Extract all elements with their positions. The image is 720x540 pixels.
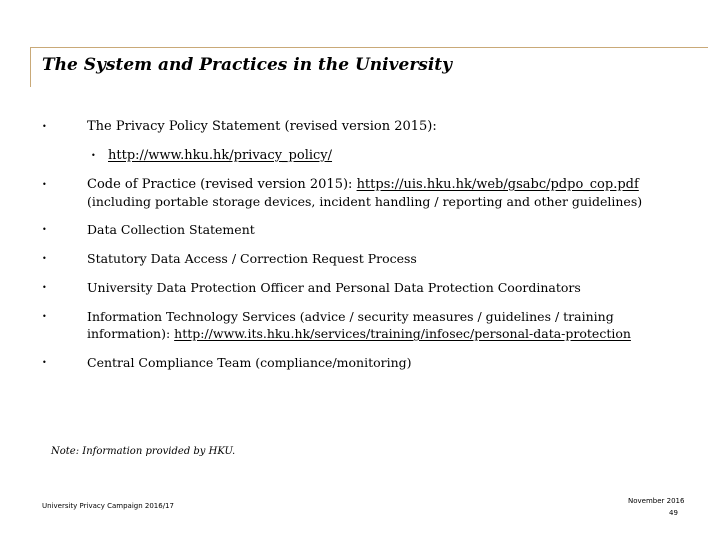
bullet-marker: • bbox=[42, 225, 47, 234]
list-item-data-collection bbox=[87, 221, 255, 238]
privacy-policy-link[interactable]: http://www.hku.hk/privacy_policy/ bbox=[108, 148, 333, 163]
footer-campaign: University Privacy Campaign 2016/17 bbox=[42, 502, 174, 510]
list-item-text: Data Collection Statement bbox=[87, 222, 255, 237]
slide-title: The System and Practices in the University bbox=[42, 55, 453, 75]
title-rule-horizontal bbox=[30, 47, 708, 48]
page-number: 49 bbox=[669, 509, 678, 517]
list-item-compliance-team bbox=[87, 354, 412, 371]
list-item-privacy-policy-link bbox=[108, 147, 332, 164]
list-item-code-of-practice bbox=[87, 176, 639, 193]
bullet-marker: • bbox=[42, 180, 47, 189]
list-item-privacy-policy bbox=[87, 118, 437, 135]
list-item-text: Central Compliance Team (compliance/monitoring) bbox=[87, 355, 412, 370]
list-item-text: information): bbox=[87, 326, 175, 341]
bullet-marker: • bbox=[42, 122, 47, 131]
list-item-text: Code of Practice (revised version 2015): bbox=[87, 177, 357, 192]
list-item-text: Information Technology Services (advice / security measures / guidelines / training bbox=[87, 309, 614, 324]
footnote: Note: Information provided by HKU. bbox=[51, 446, 236, 457]
list-item-code-of-practice-detail: (including portable storage devices, incident handling / reporting and other guidelines) bbox=[87, 194, 643, 209]
list-item-its bbox=[87, 308, 614, 325]
bullet-marker: • bbox=[42, 254, 47, 263]
title-rule-vertical bbox=[30, 47, 31, 87]
code-of-practice-link[interactable]: https://uis.hku.hk/web/gsabc/pdpo_cop.pdf bbox=[356, 177, 639, 192]
list-item-text: University Data Protection Officer and Personal Data Protection Coordinators bbox=[87, 280, 581, 295]
list-item-text: The Privacy Policy Statement (revised version 2015): bbox=[87, 119, 437, 134]
bullet-marker: • bbox=[42, 283, 47, 292]
list-item-text: Statutory Data Access / Correction Request Process bbox=[87, 251, 417, 266]
list-item-data-protection-officer bbox=[87, 279, 581, 296]
list-item-its-detail bbox=[87, 325, 631, 342]
bullet-marker: • bbox=[42, 312, 47, 321]
bullet-marker: • bbox=[42, 358, 47, 367]
footer-date: November 2016 bbox=[628, 497, 685, 505]
sub-bullet-marker: • bbox=[91, 151, 96, 160]
its-data-protection-link[interactable]: http://www.its.hku.hk/services/training/infosec/personal-data-protection bbox=[174, 326, 631, 341]
list-item-data-access bbox=[87, 250, 417, 267]
